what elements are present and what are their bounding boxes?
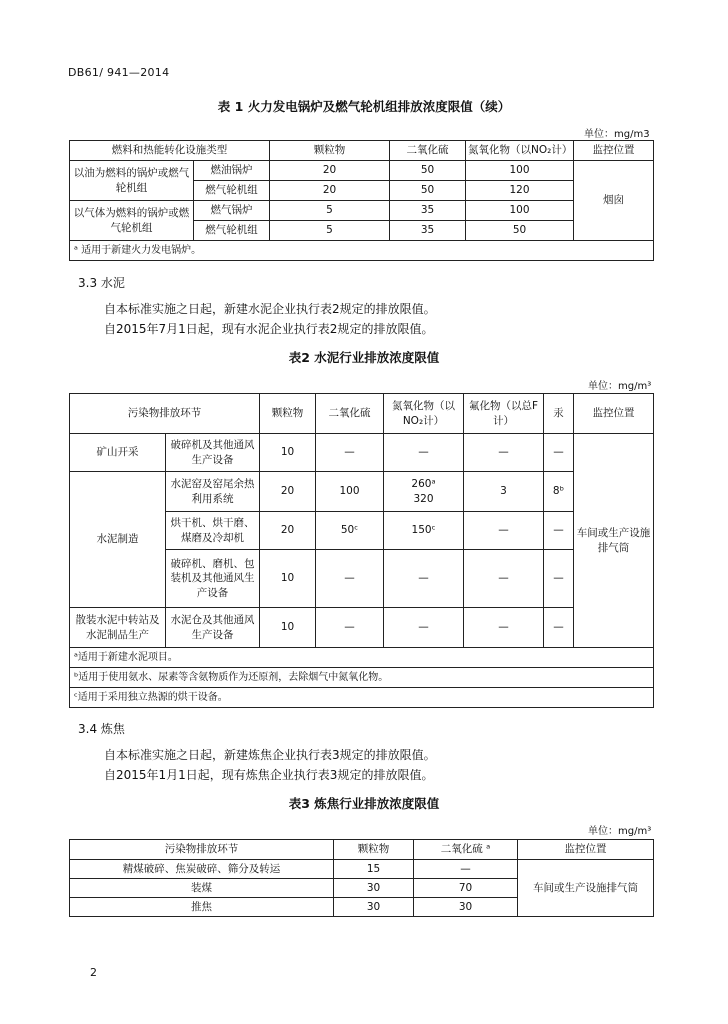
- table1-group-oil: 以油为燃料的锅炉或燃气轮机组: [70, 161, 194, 201]
- table2-cell: —: [464, 608, 544, 648]
- table2-cell: 3: [464, 472, 544, 512]
- table2-cell: —: [464, 434, 544, 472]
- table2-cell: 260ᵃ 320: [384, 472, 464, 512]
- document-id: DB61/ 941—2014: [68, 66, 170, 79]
- table1-location: 烟囱: [574, 161, 654, 241]
- table1-cell: 50: [390, 161, 466, 181]
- table2-cell: —: [464, 512, 544, 550]
- table2-cell: —: [316, 608, 384, 648]
- table1-cell: 35: [390, 201, 466, 221]
- table1-cell: 燃气轮机组: [194, 221, 270, 241]
- table2-header-so2: 二氧化硫: [316, 394, 384, 434]
- table2-header-stage: 污染物排放环节: [70, 394, 260, 434]
- section-3-3-para2: 自2015年7月1日起，现有水泥企业执行表2规定的排放限值。: [104, 322, 434, 336]
- table2-note: ᵇ适用于使用氨水、尿素等含氨物质作为还原剂，去除烟气中氮氧化物。: [70, 668, 654, 688]
- table3-header-so2: 二氧化硫 ᵃ: [414, 840, 518, 860]
- table1-header-nox: 氮氧化物（以NO₂计）: [466, 141, 574, 161]
- table2-header-mercury: 汞: [544, 394, 574, 434]
- table1-header-pm: 颗粒物: [270, 141, 390, 161]
- table2-cell: 10: [260, 608, 316, 648]
- table2-cell: 10: [260, 434, 316, 472]
- table2-subsection: 破碎机及其他通风生产设备: [166, 434, 260, 472]
- table2-header-location: 监控位置: [574, 394, 654, 434]
- table3-location: 车间或生产设施排气筒: [518, 860, 654, 917]
- table2-cell: 50ᶜ: [316, 512, 384, 550]
- table2-subsection: 水泥仓及其他通风生产设备: [166, 608, 260, 648]
- table3-cell: 15: [334, 860, 414, 879]
- section-3-4-para1: 自本标准实施之日起，新建炼焦企业执行表3规定的排放限值。: [104, 748, 436, 762]
- table1-note: ᵃ 适用于新建火力发电锅炉。: [70, 241, 654, 261]
- section-3-3-para1: 自本标准实施之日起，新建水泥企业执行表2规定的排放限值。: [104, 302, 436, 316]
- table1-header-so2: 二氧化硫: [390, 141, 466, 161]
- table3-cell: 30: [334, 879, 414, 898]
- table1-caption: 表 1 火力发电锅炉及燃气轮机组排放浓度限值（续）: [217, 99, 511, 114]
- table2-header-nox: 氮氧化物（以NO₂计）: [384, 394, 464, 434]
- table2-cell: 20: [260, 472, 316, 512]
- table3-cell: 装煤: [70, 879, 334, 898]
- table1-cell: 50: [390, 181, 466, 201]
- table2-note: ᶜ适用于采用独立热源的烘干设备。: [70, 688, 654, 708]
- table2-header-pm: 颗粒物: [260, 394, 316, 434]
- table2-cell: —: [464, 550, 544, 608]
- table1-cell: 燃气轮机组: [194, 181, 270, 201]
- table1-cell: 燃气锅炉: [194, 201, 270, 221]
- table2-cell: 10: [260, 550, 316, 608]
- table1: [69, 140, 654, 261]
- table2-cell: 8ᵇ: [544, 472, 574, 512]
- table1-cell: 5: [270, 201, 390, 221]
- table3-cell: —: [414, 860, 518, 879]
- table2-note: ᵃ适用于新建水泥项目。: [70, 648, 654, 668]
- table2-cell: —: [384, 608, 464, 648]
- table3-cell: 30: [334, 898, 414, 917]
- table2-cell: 20: [260, 512, 316, 550]
- table1-cell: 20: [270, 161, 390, 181]
- table2-subsection: 破碎机、磨机、包装机及其他通风生产设备: [166, 550, 260, 608]
- table2-group-cement: 水泥制造: [70, 472, 166, 608]
- table3-header-pm: 颗粒物: [334, 840, 414, 860]
- table1-group-gas: 以气体为燃料的锅炉或燃气轮机组: [70, 201, 194, 241]
- table2-cell: —: [316, 434, 384, 472]
- table2-group-mining: 矿山开采: [70, 434, 166, 472]
- table3-header-location: 监控位置: [518, 840, 654, 860]
- table1-cell: 50: [466, 221, 574, 241]
- table2-cell: —: [384, 434, 464, 472]
- table1-cell: 100: [466, 201, 574, 221]
- table1-cell: 100: [466, 161, 574, 181]
- table3-cell: 70: [414, 879, 518, 898]
- table3-caption: 表3 炼焦行业排放浓度限值: [288, 796, 440, 811]
- table1-header-location: 监控位置: [574, 141, 654, 161]
- table1-cell: 燃油锅炉: [194, 161, 270, 181]
- section-3-4-heading: 3.4 炼焦: [78, 722, 125, 736]
- table3-cell: 推焦: [70, 898, 334, 917]
- table3-header-stage: 污染物排放环节: [70, 840, 334, 860]
- table2-cell: —: [544, 512, 574, 550]
- section-3-3-heading: 3.3 水泥: [78, 276, 125, 290]
- table1-cell: 5: [270, 221, 390, 241]
- table2-cell: —: [544, 608, 574, 648]
- table1-cell: 35: [390, 221, 466, 241]
- section-3-4-para2: 自2015年1月1日起，现有炼焦企业执行表3规定的排放限值。: [104, 768, 434, 782]
- page-number: 2: [90, 966, 97, 979]
- table2: [69, 393, 654, 708]
- table2-subsection: 烘干机、烘干磨、煤磨及冷却机: [166, 512, 260, 550]
- table2-cell: —: [544, 550, 574, 608]
- table3-unit: 单位：mg/m³: [588, 826, 652, 837]
- table2-cell: 150ᶜ: [384, 512, 464, 550]
- table2-subsection: 水泥窑及窑尾余热利用系统: [166, 472, 260, 512]
- table2-group-bulk: 散装水泥中转站及水泥制品生产: [70, 608, 166, 648]
- table2-cell: —: [384, 550, 464, 608]
- table3-cell: 30: [414, 898, 518, 917]
- table3-cell: 精煤破碎、焦炭破碎、筛分及转运: [70, 860, 334, 879]
- table3: [69, 839, 654, 917]
- table1-unit: 单位：mg/m3: [584, 129, 650, 140]
- table2-location: 车间或生产设施排气筒: [574, 434, 654, 648]
- table2-cell: 100: [316, 472, 384, 512]
- table2-unit: 单位：mg/m³: [588, 381, 652, 392]
- table2-caption: 表2 水泥行业排放浓度限值: [288, 350, 440, 365]
- table2-cell: —: [316, 550, 384, 608]
- table1-header-type: 燃料和热能转化设施类型: [70, 141, 270, 161]
- table2-header-fluoride: 氟化物（以总F计）: [464, 394, 544, 434]
- table2-cell: —: [544, 434, 574, 472]
- table1-cell: 120: [466, 181, 574, 201]
- table1-cell: 20: [270, 181, 390, 201]
